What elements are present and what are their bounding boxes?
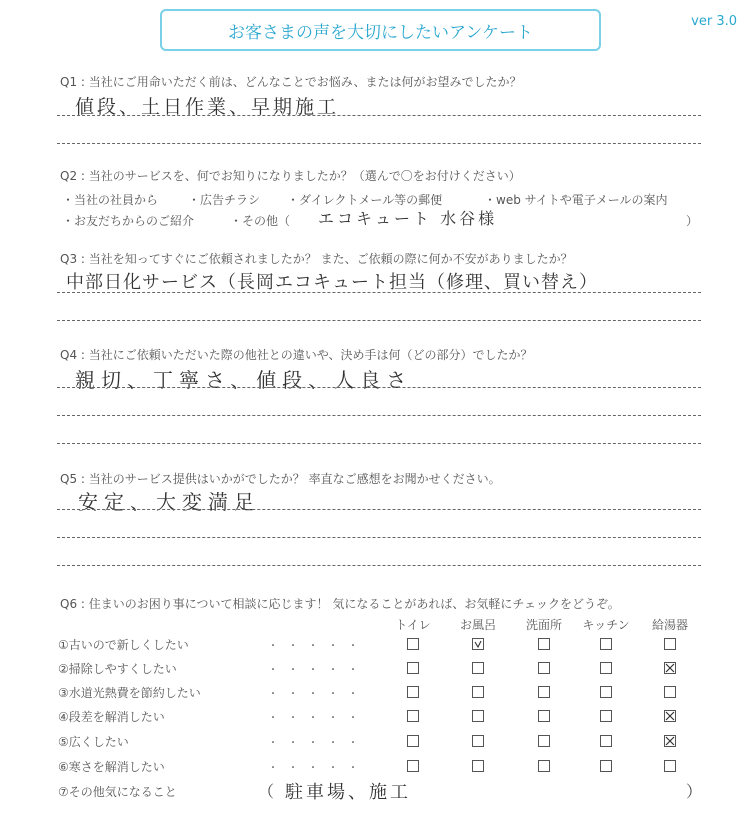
q6-row-leader-dots: ・・・・・ (268, 641, 368, 652)
q6-checkbox[interactable] (600, 638, 612, 650)
q6-checkbox[interactable] (600, 686, 612, 698)
q5-answer: 安定、大変満足 (78, 490, 260, 514)
q6-checkbox[interactable] (538, 710, 550, 722)
q4-line-3 (57, 443, 701, 444)
version-label: ver 3.0 (691, 14, 737, 29)
q6-row-label: ①古いので新しくしたい (58, 638, 189, 652)
q5-line-1 (57, 509, 701, 510)
q6-checkbox[interactable] (538, 686, 550, 698)
q6-row-label: ④段差を解消したい (58, 710, 165, 724)
q3-line-1 (57, 292, 701, 293)
q6-column-header: 給湯器 (651, 618, 688, 632)
q6-checkbox[interactable] (664, 662, 676, 674)
q2-question: Q2 : 当社のサービスを、何でお知りになりましたか？（選んで〇をお付けください） (60, 169, 521, 183)
q6-checkbox[interactable] (472, 760, 484, 772)
q4-line-2 (57, 415, 701, 416)
q6-checkbox[interactable] (664, 760, 676, 772)
q2-option-mail: ・ダイレクトメール等の郵便 (287, 193, 443, 207)
q6-column-header: キッチン (582, 618, 630, 632)
q6-row-label: ②掃除しやすくしたい (58, 662, 177, 676)
q3-question: Q3 : 当社を知ってすぐにご依頼されましたか？ また、ご依頼の際に何か不安がありましたか？ (60, 252, 573, 266)
q6-checkbox[interactable] (407, 638, 419, 650)
q6-question: Q6 : 住まいのお困り事について相談に応じます！ 気になることがあれば、お気軽にチェックをどうぞ。 (60, 597, 620, 611)
q6-checkbox[interactable] (664, 686, 676, 698)
q6-checkbox[interactable] (664, 638, 676, 650)
q5-question: Q5 : 当社のサービス提供はいかがでしたか？ 率直なご感想をお聞かせください。 (60, 472, 501, 486)
q2-option-other: ・その他（ (230, 214, 291, 228)
q6-column-header: お風呂 (459, 618, 496, 632)
q6-column-header: 洗面所 (525, 618, 562, 632)
q6-checkbox[interactable] (538, 760, 550, 772)
q6-checkbox[interactable] (407, 760, 419, 772)
survey-title-box (160, 9, 601, 51)
q6-column-header: トイレ (395, 618, 431, 632)
q6-checkbox[interactable] (600, 760, 612, 772)
q2-option-web: ・web サイトや電子メールの案内 (484, 193, 668, 207)
q6-checkbox[interactable] (472, 686, 484, 698)
q2-option-friend: ・お友だちからのご紹介 (62, 214, 195, 228)
q6-row-leader-dots: ・・・・・ (268, 665, 368, 676)
q6-checkbox[interactable] (407, 735, 419, 747)
q6-other-label: ⑦その他気になること (58, 785, 177, 799)
q2-other-close: ） (686, 214, 699, 228)
q6-checkbox[interactable] (538, 662, 550, 674)
q6-checkbox[interactable] (600, 735, 612, 747)
q6-row-leader-dots: ・・・・・ (268, 763, 368, 774)
q6-checkbox[interactable] (407, 686, 419, 698)
q6-checkbox[interactable] (664, 735, 676, 747)
q6-row-leader-dots: ・・・・・ (268, 738, 368, 749)
q4-question: Q4 : 当社にご依頼いただいた際の他社との違いや、決め手は何（どの部分）でしたか？ (60, 348, 533, 362)
q2-option-flyer: ・広告チラシ (188, 193, 261, 207)
q6-checkbox[interactable] (538, 638, 550, 650)
q4-line-1 (57, 387, 701, 388)
survey-title: お客さまの声を大切にしたいアンケート (228, 22, 533, 43)
q6-row-label: ⑥寒さを解消したい (58, 760, 165, 774)
q6-checkbox[interactable] (472, 662, 484, 674)
q6-checkbox[interactable] (472, 735, 484, 747)
q3-answer: 中部日化サービス（長岡エコキュート担当（修理、買い替え） (66, 272, 598, 293)
q6-checkbox[interactable] (600, 710, 612, 722)
q6-checkbox[interactable] (407, 710, 419, 722)
q1-line-2 (57, 143, 701, 144)
q6-checkbox[interactable] (538, 735, 550, 747)
q5-line-3 (57, 565, 701, 566)
q6-checkbox[interactable] (472, 638, 484, 650)
q6-row-label: ③水道光熱費を節約したい (58, 686, 201, 700)
q6-checkbox[interactable] (472, 710, 484, 722)
q6-row-leader-dots: ・・・・・ (268, 689, 368, 700)
q2-option-staff: ・当社の社員から (62, 193, 159, 207)
q6-checkbox[interactable] (407, 662, 419, 674)
q3-line-2 (57, 320, 701, 321)
q6-row-label: ⑤広くしたい (58, 735, 129, 749)
q2-other-answer: エコキュート 水谷様 (318, 209, 498, 228)
q1-line-1 (57, 115, 701, 116)
q6-row-leader-dots: ・・・・・ (268, 713, 368, 724)
q6-other-open: （ (258, 782, 275, 801)
q1-answer: 値段、土日作業、早期施工 (75, 96, 340, 118)
q1-question: Q1 : 当社にご用命いただく前は、どんなことでお悩み、または何がお望みでしたか？ (60, 75, 522, 89)
q6-other-close: ） (686, 782, 703, 801)
q6-checkbox[interactable] (664, 710, 676, 722)
q6-other-answer: 駐車場、施工 (285, 782, 411, 803)
q4-answer: 親切、丁寧さ、値段、人良さ (75, 368, 413, 392)
q6-checkbox[interactable] (600, 662, 612, 674)
q5-line-2 (57, 537, 701, 538)
